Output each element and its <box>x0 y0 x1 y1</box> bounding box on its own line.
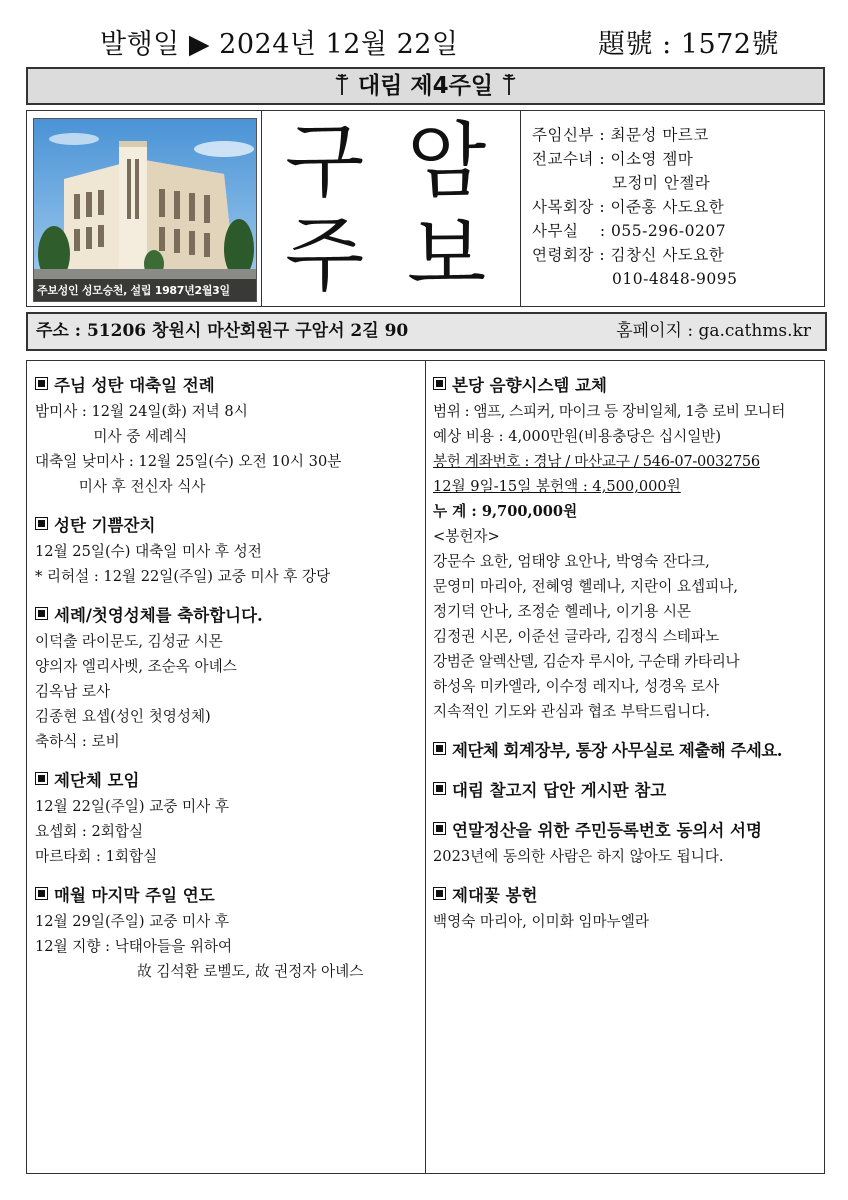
masthead <box>26 110 825 307</box>
account-number: 봉헌 계좌번호 : 경남 / 마산교구 / 546-07-0032756 <box>433 453 760 470</box>
total-amount: 누 계 : 9,700,000원 <box>433 503 578 520</box>
text-line: 12월 25일(수) 대축일 미사 후 성전 <box>35 543 262 560</box>
photo-caption: 주보성인 성모승천, 설립 1987년2월3일 <box>37 284 230 297</box>
text-line: 미사 후 전신자 식사 <box>35 478 206 495</box>
divider <box>520 111 521 306</box>
section-heading: 주님 성탄 대축일 전례 <box>35 373 420 399</box>
section-heading: 성탄 기쁨잔치 <box>35 513 420 539</box>
square-bullet-icon <box>35 517 48 530</box>
text-line: 김종현 요셉(성인 첫영성체) <box>35 708 211 725</box>
column-divider <box>425 361 426 1173</box>
text-line: 예상 비용 : 4,000만원(비용충당은 십시일반) <box>433 428 722 445</box>
square-bullet-icon <box>35 772 48 785</box>
masthead-char-bo: 보 <box>407 208 487 303</box>
text-line: 축하식 : 로비 <box>35 733 120 750</box>
section-heading: 제단체 회계장부, 통장 사무실로 제출해 주세요. <box>433 738 823 764</box>
donor-line: 하성옥 미카엘라, 이수정 레지나, 성경옥 로사 <box>433 678 720 695</box>
staff-line: 주임신부 : 최문성 마르코 <box>532 126 709 144</box>
masthead-char-gu: 구 <box>285 114 365 209</box>
text-line: 대축일 낮미사 : 12월 25일(수) 오전 10시 30분 <box>35 453 342 470</box>
text-line: 12월 22일(주일) 교중 미사 후 <box>35 798 229 815</box>
square-bullet-icon <box>433 822 446 835</box>
church-building-image <box>34 119 256 301</box>
section-heading: 본당 음향시스템 교체 <box>433 373 823 399</box>
left-column <box>35 373 420 984</box>
staff-line: 010-4848-9095 <box>532 270 738 288</box>
text-line: 미사 중 세례식 <box>35 428 188 445</box>
text-line: 범위 : 앰프, 스피커, 마이크 등 장비일체, 1층 로비 모니터 <box>433 403 785 420</box>
issue-number: 題號 : 1572號 <box>598 29 779 60</box>
text-line: 12월 29일(주일) 교중 미사 후 <box>35 913 229 930</box>
section-heading: 대림 찰고지 답안 게시판 참고 <box>433 778 823 804</box>
address: 주소 : 51206 창원시 마산회원구 구암서 2길 90 <box>36 321 409 341</box>
staff-line: 사목회장 : 이준홍 사도요한 <box>532 198 725 216</box>
text-line: 12월 지향 : 낙태아들을 위하여 <box>35 938 233 955</box>
section-heading: 제단체 모임 <box>35 768 420 794</box>
text-line: 요셉회 : 2회합실 <box>35 823 144 840</box>
text-line: 이덕출 라이문도, 김성균 시몬 <box>35 633 223 650</box>
cross-icon <box>334 72 350 96</box>
address-bar <box>26 312 827 351</box>
masthead-char-am: 암 <box>407 114 487 209</box>
text-line: 백영숙 마리아, 이미화 임마누엘라 <box>433 913 649 930</box>
square-bullet-icon <box>433 782 446 795</box>
square-bullet-icon <box>433 887 446 900</box>
page-title-bar <box>26 67 825 105</box>
donor-line: 정기덕 안나, 조정순 헬레나, 이기용 시몬 <box>433 603 692 620</box>
donor-line: 지속적인 기도와 관심과 협조 부탁드립니다. <box>433 703 710 720</box>
staff-line: 전교수녀 : 이소영 젬마 <box>532 150 694 168</box>
text-line: * 리허설 : 12월 22일(주일) 교중 미사 후 강당 <box>35 568 331 585</box>
staff-line: 연령회장 : 김창신 사도요한 <box>532 246 725 264</box>
masthead-char-ju: 주 <box>285 208 365 303</box>
text-line: 김옥남 로사 <box>35 683 111 700</box>
church-photo <box>33 118 257 302</box>
text-line: 故 김석환 로벨도, 故 권정자 아녜스 <box>35 963 364 980</box>
section-heading: 매월 마지막 주일 연도 <box>35 883 420 909</box>
donor-line: 김정권 시몬, 이준선 글라라, 김정식 스테파노 <box>433 628 720 645</box>
text-line: 마르타회 : 1회합실 <box>35 848 158 865</box>
homepage-link[interactable]: 홈페이지 : ga.cathms.kr <box>616 321 811 341</box>
right-column <box>433 373 823 934</box>
section-heading: 연말정산을 위한 주민등록번호 동의서 서명 <box>433 818 823 844</box>
staff-line: 사무실 : 055-296-0207 <box>532 222 727 240</box>
staff-list <box>532 123 737 291</box>
staff-line: 모정미 안젤라 <box>532 174 711 192</box>
content-box <box>26 360 825 1174</box>
text-line: 2023년에 동의한 사람은 하지 않아도 됩니다. <box>433 848 724 865</box>
section-heading: 세례/첫영성체를 축하합니다. <box>35 603 420 629</box>
offering-amount: 12월 9일-15일 봉헌액 : 4,500,000원 <box>433 478 681 495</box>
donor-line: 문영미 마리아, 전혜영 헬레나, 지란이 요셉피나, <box>433 578 738 595</box>
square-bullet-icon <box>433 742 446 755</box>
donors-heading: <봉헌자> <box>433 528 500 545</box>
issue-date: 발행일 ▶ 2024년 12월 22일 <box>100 29 459 60</box>
divider <box>261 111 262 306</box>
square-bullet-icon <box>35 377 48 390</box>
section-heading: 제대꽃 봉헌 <box>433 883 823 909</box>
donor-line: 강문수 요한, 엄태양 요안나, 박영숙 잔다크, <box>433 553 710 570</box>
donor-line: 강범준 알렉산델, 김순자 루시아, 구순태 카타리나 <box>433 653 740 670</box>
square-bullet-icon <box>433 377 446 390</box>
text-line: 양의자 엘리사벳, 조순옥 아녜스 <box>35 658 237 675</box>
square-bullet-icon <box>35 887 48 900</box>
cross-icon <box>501 72 517 96</box>
square-bullet-icon <box>35 607 48 620</box>
text-line: 밤미사 : 12월 24일(화) 저녁 8시 <box>35 403 248 420</box>
page-title: 대림 제4주일 <box>357 73 494 99</box>
